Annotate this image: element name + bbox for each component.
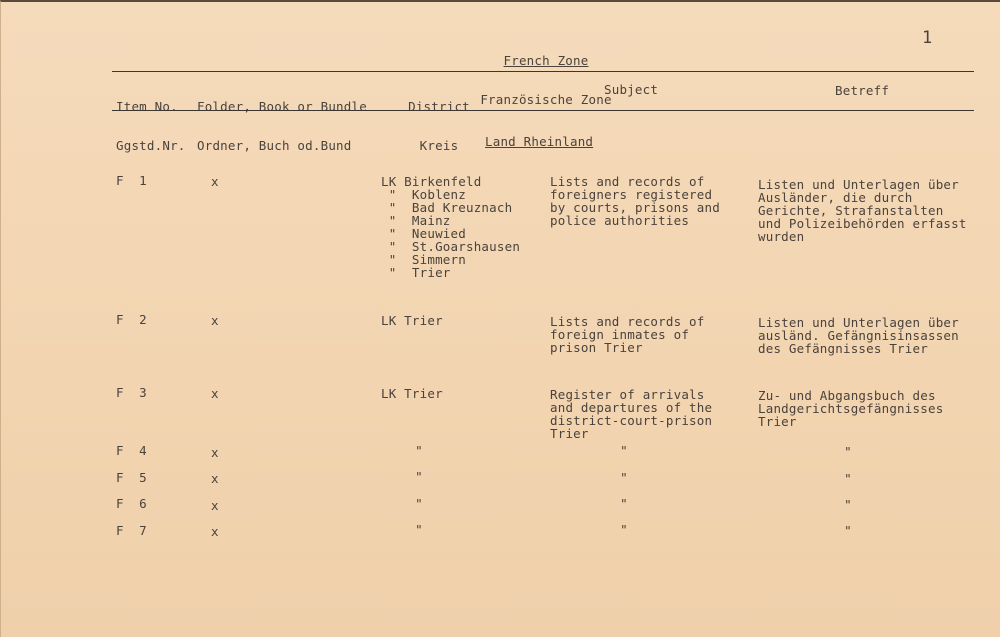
row-6-district-ditto: " [415,496,423,511]
column-header-betreff: Betreff [835,83,890,98]
column-header-district [404,74,474,178]
row-1-subject: Lists and records of foreigners registered by courts, prisons and police authorities [550,174,720,228]
row-2-district: LK Trier [381,313,443,328]
row-6-item: F 6 [116,496,147,511]
row-1-betreff: Listen und Unterlagen über Ausländer, die durch Gerichte, Strafanstalten und Polizeibehörden erfasst wurden [758,177,967,244]
row-6-subject-ditto: " [620,496,628,511]
row-7-district-ditto: " [415,522,423,537]
row-6-betreff-ditto: " [844,497,852,512]
column-header-folder [197,74,367,178]
row-6-folder: x [211,498,219,513]
row-1-district: LK Birkenfeld " Koblenz " Bad Kreuznach " Mainz " Neuwied " St.Goarshausen " Simmern " Trier [381,174,521,280]
row-4-district-ditto: " [415,443,423,458]
column-header-district-en: District [408,99,470,114]
row-2-subject: Lists and records of foreign inmates of prison Trier [550,314,705,355]
row-7-item: F 7 [116,523,147,538]
column-header-folder-en: Folder, Book or Bundle [197,99,367,114]
page-number: 1 [922,28,933,48]
row-4-subject-ditto: " [620,443,628,458]
row-7-subject-ditto: " [620,522,628,537]
zone-title-en: French Zone [503,53,589,68]
section-title: Land Rheinland [485,134,594,149]
row-1-folder: x [211,174,219,189]
row-2-betreff: Listen und Unterlagen über ausländ. Gefängnisinsassen des Gefängnisses Trier [758,315,959,356]
row-4-folder: x [211,445,219,460]
row-4-item: F 4 [116,443,147,458]
row-3-subject: Register of arrivals and departures of the district-court-prison Trier [550,387,713,441]
row-1-item: F 1 [116,173,147,188]
row-7-betreff-ditto: " [844,523,852,538]
row-2-folder: x [211,313,219,328]
row-4-betreff-ditto: " [844,444,852,459]
row-5-folder: x [211,471,219,486]
column-header-subject: Subject [604,82,659,97]
row-3-item: F 3 [116,385,147,400]
column-header-item-en: Item No. [116,99,178,114]
row-5-item: F 5 [116,470,147,485]
column-header-item-de: Ggstd.Nr. [116,138,186,153]
row-5-district-ditto: " [415,469,423,484]
zone-title-de: Französische Zone [480,92,612,107]
row-3-folder: x [211,386,219,401]
header-top-rule [112,71,974,72]
row-3-betreff: Zu- und Abgangsbuch des Landgerichtsgefängnisses Trier [758,388,944,429]
column-header-folder-de: Ordner, Buch od.Bund [197,138,352,153]
header-bottom-rule [112,110,974,111]
zone-title [476,28,616,132]
row-2-item: F 2 [116,312,147,327]
row-5-subject-ditto: " [620,470,628,485]
row-7-folder: x [211,524,219,539]
row-3-district: LK Trier [381,386,443,401]
column-header-item [116,74,186,178]
row-5-betreff-ditto: " [844,471,852,486]
column-header-district-de: Kreis [419,138,459,153]
